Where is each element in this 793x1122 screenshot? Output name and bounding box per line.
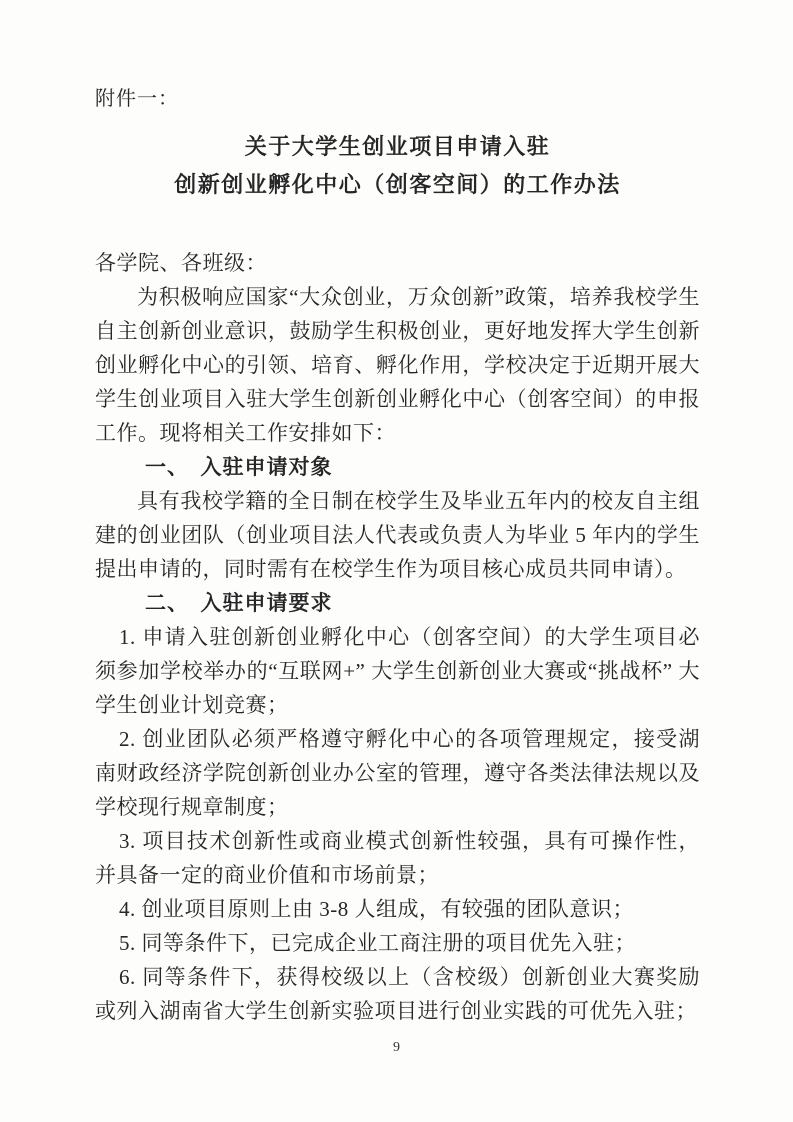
requirement-item-5: 5. 同等条件下，已完成企业工商注册的项目优先入驻； <box>119 931 636 955</box>
doc-body <box>95 246 700 1028</box>
doc-title-line1: 关于大学生创业项目申请入驻 <box>244 134 551 159</box>
attachment-label: 附件一： <box>95 88 179 110</box>
salutation: 各学院、各班级： <box>95 251 267 275</box>
intro-paragraph: 为积极响应国家“大众创业，万众创新”政策，培养我校学生自主创新创业意识，鼓励学生积极创业，更好地发挥大学生创新创业孵化中心的引领、培育、孵化作用，学校决定于近期开展大学生创业项目入驻大学生创新创业孵化中心（创客空间）的申报工作。现将相关工作安排如下： <box>95 285 700 445</box>
doc-title <box>95 128 700 204</box>
requirement-item-2: 2. 创业团队必须严格遵守孵化中心的各项管理规定，接受湖南财政经济学院创新创业办公室的管理，遵守各类法律法规以及学校现行规章制度； <box>95 727 700 819</box>
requirement-item-1: 1. 申请入驻创新创业孵化中心（创客空间）的大学生项目必须参加学校举办的“互联网+” 大学生创新创业大赛或“挑战杯” 大学生创业计划竞赛； <box>95 625 700 717</box>
doc-title-line2: 创新创业孵化中心（创客空间）的工作办法 <box>174 172 621 197</box>
section-1-body: 具有我校学籍的全日制在校学生及毕业五年内的校友自主组建的创业团队（创业项目法人代表或负责人为毕业 5 年内的学生提出申请的，同时需有在校学生作为项目核心成员共同申请）。 <box>95 489 700 581</box>
page-number: 9 <box>393 1040 400 1055</box>
requirement-item-4: 4. 创业项目原则上由 3-8 人组成，有较强的团队意识； <box>119 897 634 921</box>
section-2-heading: 二、 入驻申请要求 <box>145 591 333 615</box>
requirement-item-3: 3. 项目技术创新性或商业模式创新性较强，具有可操作性，并具备一定的商业价值和市场前景； <box>95 829 700 887</box>
requirement-item-6: 6. 同等条件下，获得校级以上（含校级）创新创业大赛奖励或列入湖南省大学生创新实验项目进行创业实践的可优先入驻； <box>95 965 700 1023</box>
section-1-heading: 一、 入驻申请对象 <box>145 455 333 479</box>
